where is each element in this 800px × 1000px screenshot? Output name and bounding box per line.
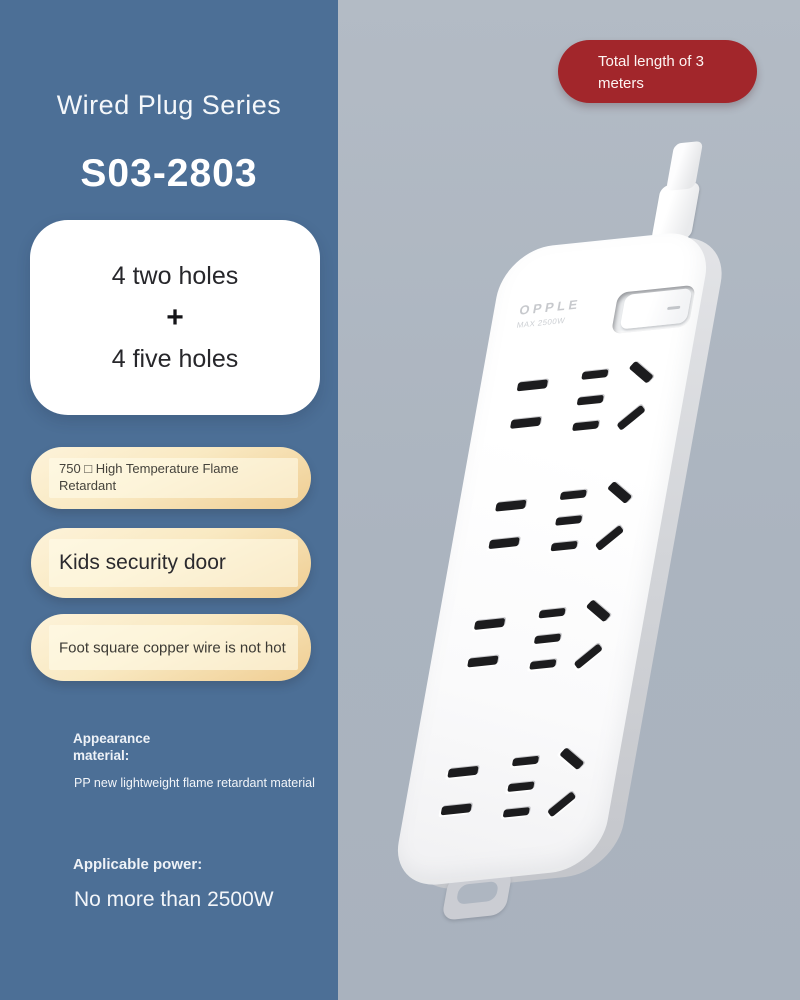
five-hole-socket-slot [607,481,632,504]
spec-label-applicable-power: Applicable power: [73,856,203,873]
five-hole-socket-slot [538,608,565,619]
five-hole-socket-slot [529,659,556,670]
spec-label-appearance-material: Appearance material: [73,731,151,763]
feature-badge-kids-security [31,528,311,598]
two-hole-socket-slot [510,417,541,429]
five-hole-socket-slot [512,756,539,767]
five-hole-socket-slot [555,515,582,526]
config-line-five-holes: 4 five holes [111,344,239,373]
five-hole-socket-slot [503,807,530,818]
two-hole-socket-slot [488,537,519,549]
five-hole-socket-slot [559,747,584,770]
hanging-hook-hole [456,881,499,905]
two-hole-socket-slot [474,618,505,630]
power-strip-photo [390,229,714,890]
two-hole-socket-slot [495,500,526,512]
feature-badge-flame-retardant [31,447,311,509]
series-title: Wired Plug Series [56,90,282,120]
total-length-badge [558,40,757,103]
config-line-two-holes: 4 two holes [111,261,239,290]
two-hole-socket-slot [441,803,472,815]
spec-value-applicable-power: No more than 2500W [74,888,274,911]
five-hole-socket-slot [534,634,561,645]
model-number: S03-2803 [80,152,258,195]
spec-value-appearance-material: PP new lightweight flame retardant material [74,776,315,790]
info-panel [0,0,338,1000]
five-hole-socket-slot [595,525,624,551]
total-length-label: Total length of 3 meters [598,53,704,92]
five-hole-socket-slot [577,395,604,406]
five-hole-socket-slot [550,541,577,552]
plus-sign: + [166,300,184,334]
five-hole-socket-slot [581,369,608,380]
feature-badge-label: 750 □ High Temperature Flame Retardant [59,461,239,493]
two-hole-socket-slot [467,655,498,667]
five-hole-socket-slot [586,599,611,622]
config-card [30,220,320,415]
socket-row [448,475,670,568]
max-power-label: MAX 2500W [515,316,566,331]
socket-row [469,355,691,448]
five-hole-socket-slot [547,791,576,817]
two-hole-socket-slot [517,379,548,391]
five-hole-socket-slot [574,643,603,669]
feature-badge-label: Foot square copper wire is not hot [59,639,286,656]
five-hole-socket-slot [507,781,534,792]
five-hole-socket-slot [572,421,599,432]
two-hole-socket-slot [447,766,478,778]
five-hole-socket-slot [629,361,654,384]
feature-badge-copper-wire [31,614,311,681]
five-hole-socket-slot [560,490,587,501]
feature-badge-label: Kids security door [59,551,226,574]
socket-row [427,594,649,687]
brand-logo: OPPLE [518,296,583,318]
socket-row [400,741,622,834]
five-hole-socket-slot [617,405,646,431]
